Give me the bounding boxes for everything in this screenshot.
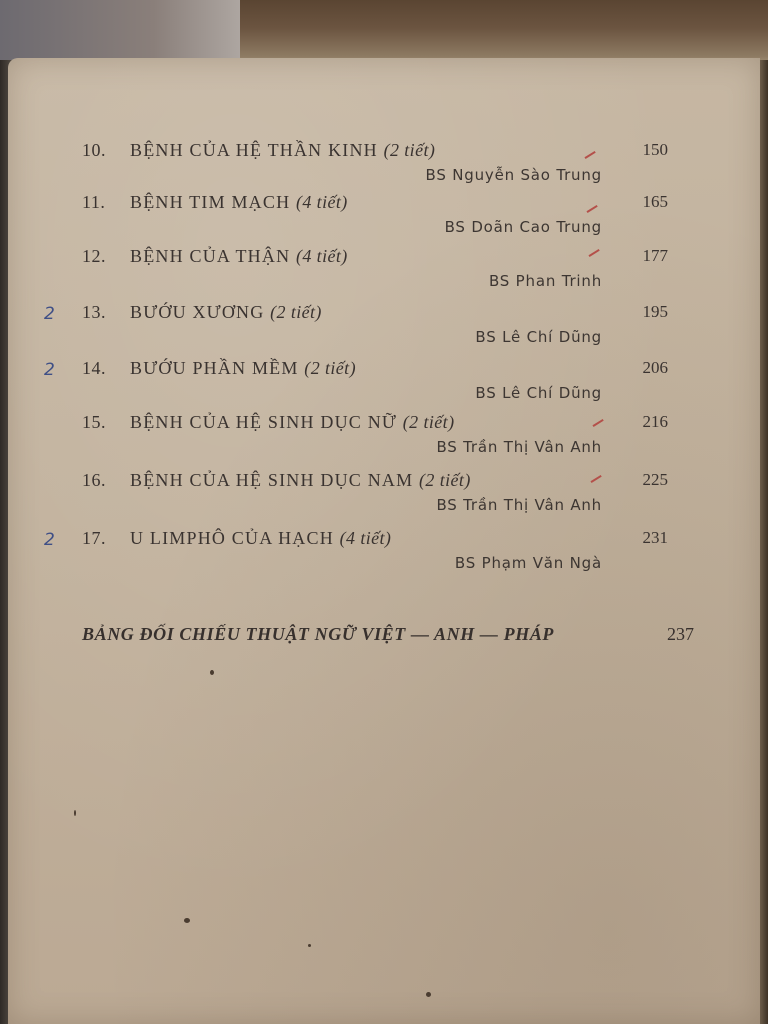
- entry-number: 16.: [82, 470, 106, 490]
- toc-entry-11: [8, 192, 760, 252]
- entry-number: 13.: [82, 302, 106, 322]
- check-tick: [586, 205, 597, 213]
- toc-entry-10: [8, 140, 760, 200]
- entry-title: BỆNH CỦA HỆ SINH DỤC NAM (2 tiết): [130, 470, 471, 490]
- toc-entry-16: [8, 470, 760, 530]
- entry-page: 231: [642, 528, 668, 547]
- entry-title: BỆNH TIM MẠCH (4 tiết): [130, 192, 348, 212]
- toc-entry-17: [8, 528, 760, 588]
- entry-author: BS Lê Chí Dũng: [475, 328, 602, 346]
- entry-number: 15.: [82, 412, 106, 432]
- index-page: 237: [667, 624, 694, 644]
- paper-speck: [308, 944, 311, 947]
- toc-entry-15: [8, 412, 760, 472]
- check-tick: [590, 475, 601, 483]
- entry-title: BƯỚU PHẦN MỀM (2 tiết): [130, 358, 356, 378]
- paper-speck: [210, 670, 214, 675]
- toc-entry-14: [8, 358, 760, 418]
- entry-author: BS Phạm Văn Ngà: [454, 554, 602, 572]
- entry-page: 165: [642, 192, 668, 211]
- toc-entry-12: [8, 246, 760, 306]
- index-entry: [82, 624, 702, 654]
- entry-author: BS Trần Thị Vân Anh: [436, 438, 602, 456]
- check-tick: [584, 151, 595, 159]
- entry-title: BỆNH CỦA THẬN (4 tiết): [130, 246, 348, 266]
- entry-page: 225: [642, 470, 668, 489]
- handwritten-margin-mark: 2: [44, 304, 55, 324]
- paper-speck: [74, 810, 76, 816]
- entry-number: 17.: [82, 528, 106, 548]
- entry-page: 195: [642, 302, 668, 321]
- entry-page: 150: [642, 140, 668, 159]
- check-tick: [588, 249, 599, 257]
- toc-entry-13: [8, 302, 760, 362]
- paper-speck: [184, 918, 190, 923]
- entry-title: U LIMPHÔ CỦA HẠCH (4 tiết): [130, 528, 392, 548]
- entry-author: BS Doãn Cao Trung: [444, 218, 602, 236]
- entry-author: BS Trần Thị Vân Anh: [436, 496, 602, 514]
- check-tick: [592, 419, 603, 427]
- paper-speck: [426, 992, 431, 997]
- entry-number: 11.: [82, 192, 106, 212]
- index-title: BẢNG ĐỐI CHIẾU THUẬT NGỮ VIỆT — ANH — PHÁP: [82, 624, 555, 644]
- book-page: [8, 58, 760, 1024]
- entry-author: BS Nguyễn Sào Trung: [425, 166, 602, 184]
- entry-author: BS Phan Trinh: [488, 272, 602, 290]
- entry-page: 206: [642, 358, 668, 377]
- entry-page: 177: [642, 246, 668, 265]
- entry-number: 12.: [82, 246, 106, 266]
- entry-title: BỆNH CỦA HỆ THẦN KINH (2 tiết): [130, 140, 436, 160]
- entry-number: 14.: [82, 358, 106, 378]
- entry-title: BỆNH CỦA HỆ SINH DỤC NỮ (2 tiết): [130, 412, 455, 432]
- entry-title: BƯỚU XƯƠNG (2 tiết): [130, 302, 322, 322]
- handwritten-margin-mark: 2: [44, 360, 55, 380]
- entry-page: 216: [642, 412, 668, 431]
- entry-number: 10.: [82, 140, 106, 160]
- handwritten-margin-mark: 2: [44, 530, 55, 550]
- entry-author: BS Lê Chí Dũng: [475, 384, 602, 402]
